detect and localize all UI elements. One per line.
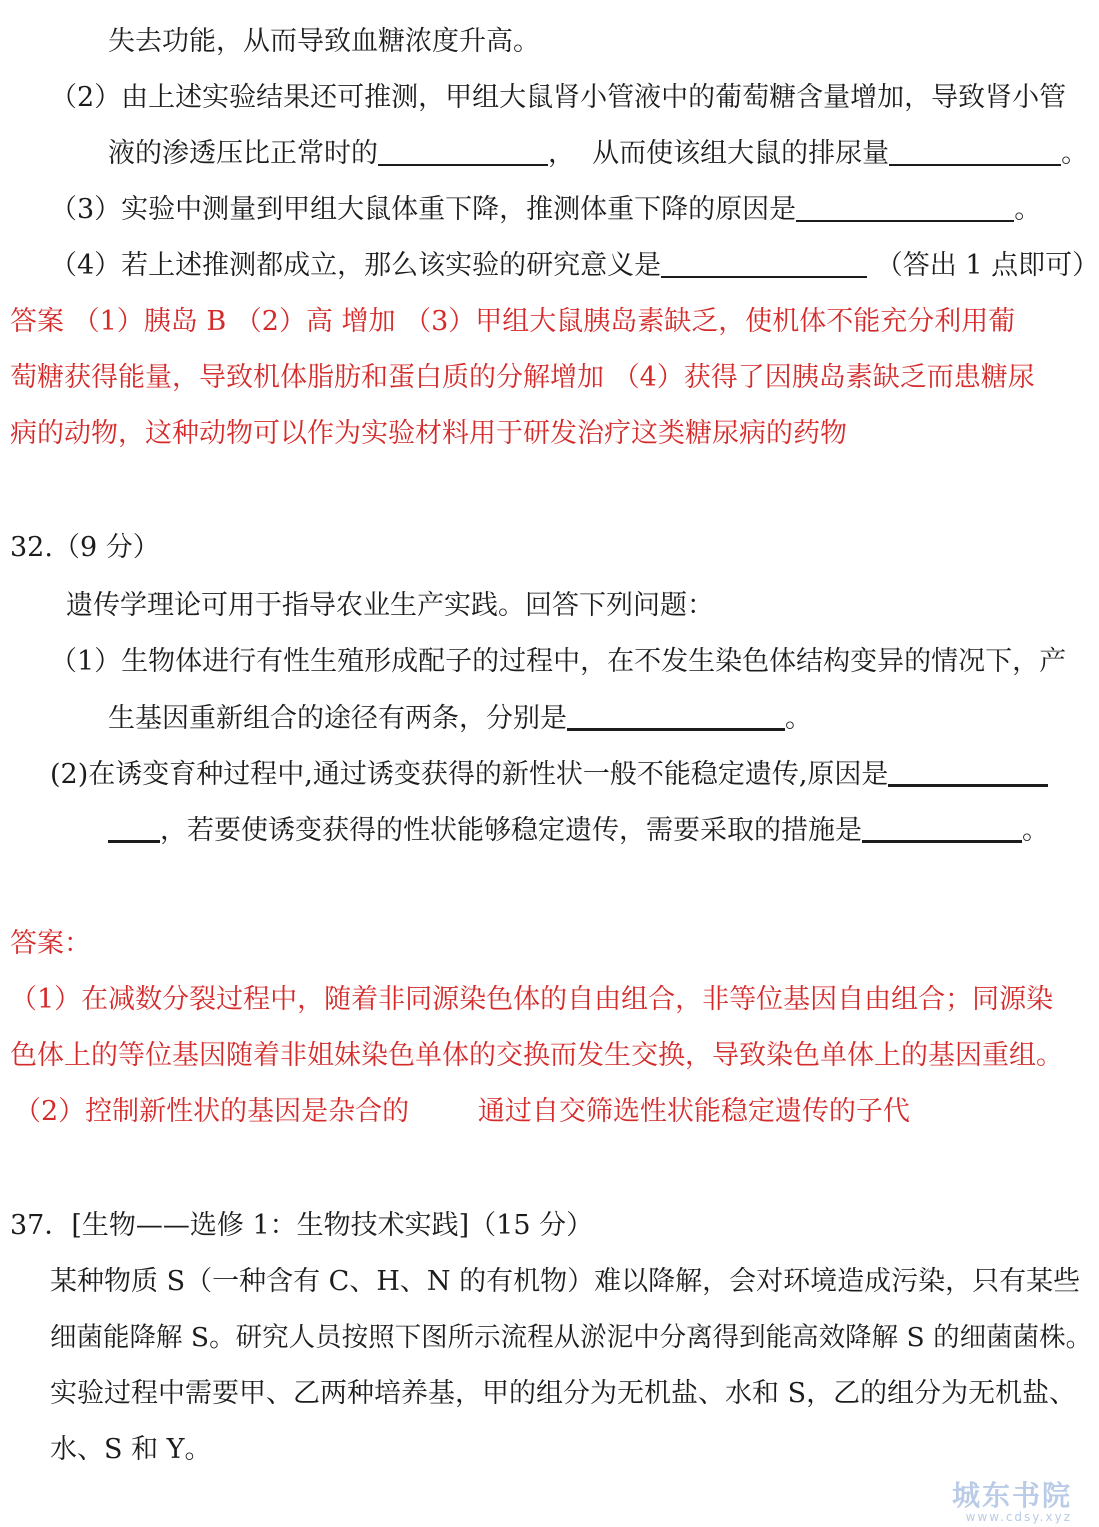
watermark-url: www.cdsy.xyz (965, 1510, 1072, 1524)
q32-intro: 遗传学理论可用于指导农业生产实践。回答下列问题： (66, 590, 714, 621)
q31-part3: （3）实验中测量到甲组大鼠体重下降，推测体重下降的原因是 。 (50, 190, 1041, 230)
q32-part1-line2: 生基因重新组合的途径有两条，分别是 。 (108, 698, 812, 739)
q37-header: 37．[生物——选修 1：生物技术实践]（15 分） (10, 1210, 594, 1241)
answer-blank[interactable] (796, 190, 1014, 222)
q32-answer-line2: 色体上的等位基因随着非姐妹染色单体的交换而发生交换，导致染色单体上的基因重组。 (10, 1040, 1063, 1071)
q32-part2-line1: (2)在诱变育种过程中,通过诱变获得的新性状一般不能稳定遗传,原因是 (50, 754, 1048, 795)
q37-line-1: 某种物质 S（一种含有 C、H、N 的有机物）难以降解，会对环境造成污染，只有某些 (50, 1266, 1081, 1297)
watermark-title: 城东书院 (951, 1479, 1072, 1512)
q31-part2-line1: （2）由上述实验结果还可推测，甲组大鼠肾小管液中的葡萄糖含量增加，导致肾小管 (50, 82, 1067, 113)
answer-blank[interactable] (567, 698, 785, 731)
answer-blank[interactable] (888, 754, 1048, 787)
watermark (952, 1481, 1072, 1523)
answer-blank[interactable] (378, 134, 548, 166)
q31-answer-line3: 病的动物，这种动物可以作为实验材料用于研发治疗这类糖尿病的药物 (10, 418, 847, 449)
q31-answer-line2: 萄糖获得能量，导致机体脂肪和蛋白质的分解增加 （4）获得了因胰岛素缺乏而患糖尿 (10, 362, 1035, 393)
q31-line-1: 失去功能，从而导致血糖浓度升高。 (108, 26, 540, 57)
q37-line-2: 细菌能降解 S。研究人员按照下图所示流程从淤泥中分离得到能高效降解 S 的细菌菌株。 (50, 1322, 1093, 1353)
answer-blank[interactable] (889, 134, 1061, 166)
q31-part2-line2: 液的渗透压比正常时的 ， 从而使该组大鼠的排尿量 。 (108, 134, 1088, 174)
q32-answer-line3: （2）控制新性状的基因是杂合的 通过自交筛选性状能稳定遗传的子代 (14, 1096, 910, 1127)
q31-part4: （4）若上述推测都成立，那么该实验的研究意义是 （答出 1 点即可） (50, 246, 1099, 286)
q32-part1-line1: （1）生物体进行有性生殖形成配子的过程中，在不发生染色体结构变异的情况下，产 (50, 646, 1067, 677)
q37-line-4: 水、S 和 Y。 (50, 1434, 212, 1465)
answer-blank[interactable] (661, 246, 867, 278)
q32-answer-line1: （1）在减数分裂过程中，随着非同源染色体的自由组合，非等位基因自由组合；同源染 (10, 984, 1054, 1015)
q32-part2-line2: ，若要使诱变获得的性状能够稳定遗传，需要采取的措施是 。 (108, 810, 1049, 851)
q37-line-3: 实验过程中需要甲、乙两种培养基，甲的组分为无机盐、水和 S，乙的组分为无机盐、 (50, 1378, 1077, 1409)
q31-answer-line1: 答案 （1）胰岛 B （2）高 增加 （3）甲组大鼠胰岛素缺乏，使机体不能充分利用葡 (10, 306, 1016, 337)
q32-header: 32.（9 分） (10, 532, 160, 563)
answer-blank[interactable] (108, 810, 160, 843)
answer-blank[interactable] (862, 810, 1022, 843)
q32-answer-label: 答案： (10, 928, 91, 959)
